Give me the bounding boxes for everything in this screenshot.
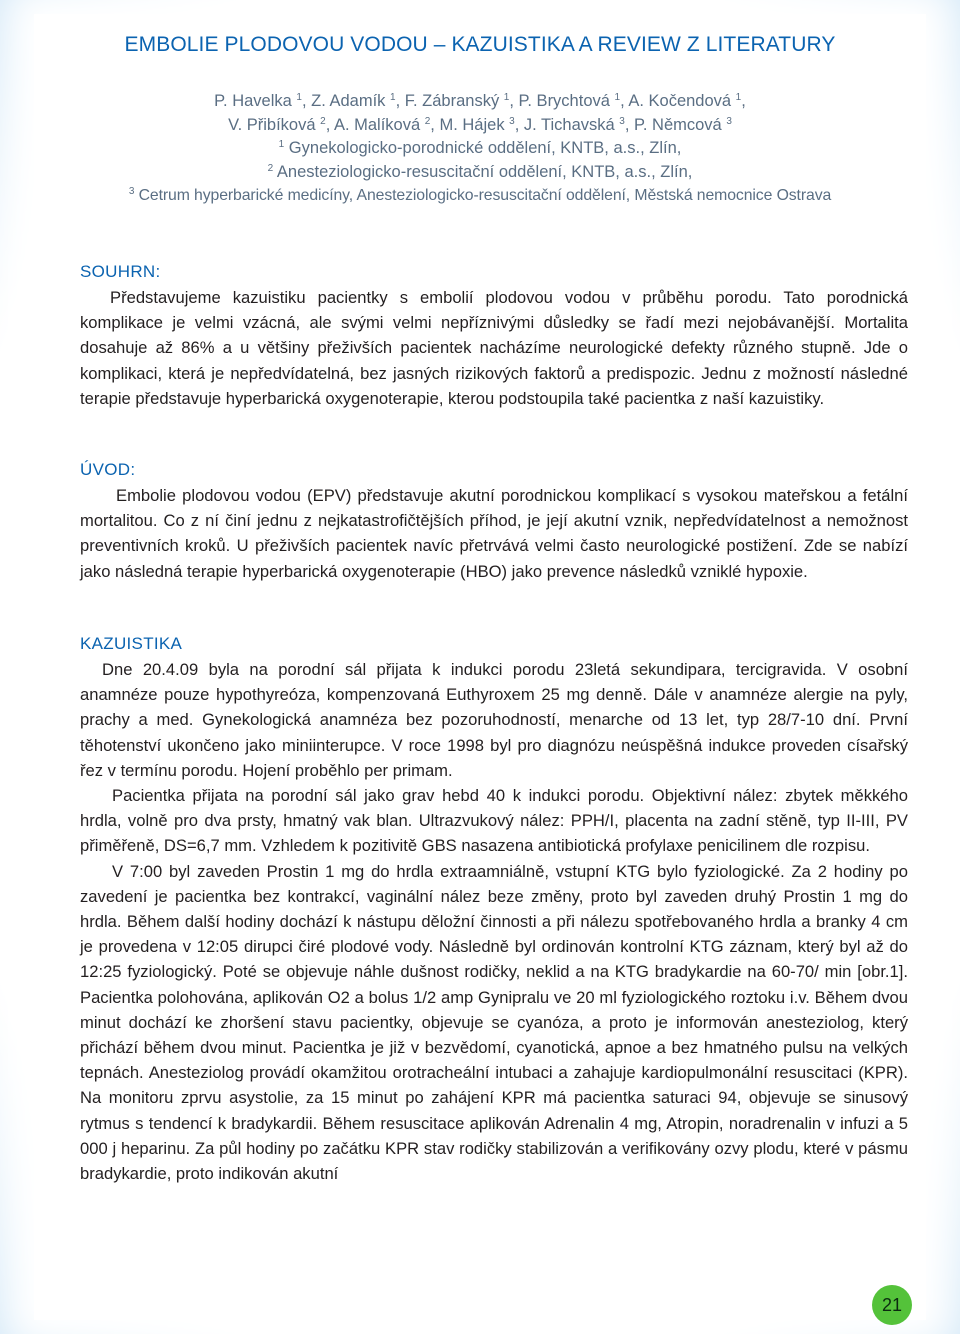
author-block bbox=[0, 90, 960, 208]
section-heading-kazuistika: KAZUISTIKA bbox=[80, 634, 183, 653]
author-name: V. Přibíková bbox=[228, 115, 321, 134]
author-affiliation-mark: 1 bbox=[296, 92, 302, 103]
affiliation-text: Cetrum hyperbarické medicíny, Anesteziologicko-resuscitační oddělení, Městská nemocnice Ostrava bbox=[134, 187, 832, 204]
author-affiliation-mark: 3 bbox=[619, 115, 625, 127]
author-affiliation-mark: 3 bbox=[726, 115, 732, 127]
author-name: , A. Malíková bbox=[325, 115, 425, 134]
affiliation-3 bbox=[0, 184, 960, 208]
section-heading-souhrn: SOUHRN: bbox=[80, 262, 161, 281]
author-affiliation-mark: 2 bbox=[424, 115, 431, 127]
author-affiliation-mark: 1 bbox=[503, 92, 510, 103]
author-name: , M. Hájek bbox=[430, 115, 510, 134]
author-line-2 bbox=[0, 114, 960, 138]
affiliation-2 bbox=[0, 161, 960, 185]
author-name: P. Havelka bbox=[214, 92, 297, 110]
affiliation-1 bbox=[0, 137, 960, 161]
author-name: , Z. Adamík bbox=[301, 92, 391, 110]
kazuistika-paragraph-3: V 7:00 byl zaveden Prostin 1 mg do hrdla extraamniálně, vstupní KTG bylo fyziologické. Za 2 hodiny po zavedení je pacientka bez kontrakcí, vaginální nález beze změny, proto byl zaveden druhý Prostin 1 mg do hrdla. Během další hodiny dochází k nástupu děložní činnosti a při nálezu spotřebovaného hrdla a branky 4 cm je provedena v 12:05 dirupci čiré plodové vody. Následně byl ordinován kontrolní KTG záznam, který byl až do 12:25 fyziologický. Poté se objevuje náhle dušnost rodičky, neklid a na KTG bradykardie na 60-70/ min [obr.1]. Pacientka polohována, aplikován O2 a bolus 1/2 amp Gynipralu ve 20 ml fyziologického roztoku i.v. Během dvou minut dochází ke zhoršení stavu pacientky, objevuje se cyanóza, a proto je informován anesteziolog, který přichází během dvou minut. Pacientka je již v bezvědomí, cyanotická, apnoe a bez hmatného pulsu na velkých tepnách. Anesteziolog provádí okamžitou orotracheální intubaci a zahajuje kardiopulmonální resuscitaci (KPR). Na monitoru zprvu asystolie, za 15 minut po zahájení KPR má pacientka saturaci 94, objevuje se sinusový rytmus s tendencí k bradykardii. Během resuscitace aplikován Adrenalin 4 mg, Atropin, noradrenalin v infuzi a 5 000 j heparinu. Za půl hodiny po začátku KPR stav rodičky stabilizován a verifikovány ozvy plodu, které v pásmu bradykardie, proto indikován akutní bbox=[80, 861, 908, 1184]
author-name: , A. Kočendová bbox=[620, 92, 736, 110]
author-affiliation-mark: 3 bbox=[509, 115, 515, 127]
author-affiliation-mark: 2 bbox=[320, 115, 326, 127]
affiliation-text: Anesteziologicko-resuscitační oddělení, KNTB, a.s., Zlín, bbox=[273, 162, 693, 181]
section-heading-uvod: ÚVOD: bbox=[80, 460, 136, 479]
affiliation-text: Gynekologicko-porodnické oddělení, KNTB, a.s., Zlín, bbox=[284, 139, 682, 157]
author-name: , F. Zábranský bbox=[395, 92, 504, 110]
affiliation-mark: 2 bbox=[267, 162, 274, 174]
affiliation-mark: 3 bbox=[128, 186, 135, 197]
affiliation-mark: 1 bbox=[278, 139, 285, 150]
author-separator: , bbox=[741, 92, 746, 110]
author-affiliation-mark: 1 bbox=[390, 92, 396, 103]
author-affiliation-mark: 1 bbox=[735, 92, 742, 103]
kazuistika-paragraph-1: Dne 20.4.09 byla na porodní sál přijata k indukci porodu 23letá sekundipara, tercigravida. V osobní anamnéze pouze hypothyreóza, kompenzovaná Euthyroxem 25 mg denně. Dále v anamnéze alergie na pyly, prachy a med. Gynekologická anamnéza bez pozoruhodností, menarche od 13 let, typ 28/7-10 dní. První těhotenství ukončeno jako miniinterupce. V roce 1998 byl pro diagnózu neúspěšná indukce proveden císařský řez v termínu porodu. Hojení proběhlo per primam. bbox=[80, 660, 908, 780]
uvod-body bbox=[80, 483, 908, 584]
article-title: EMBOLIE PLODOVOU VODOU – KAZUISTIKA A REVIEW Z LITERATURY bbox=[124, 33, 836, 56]
author-name: , P. Brychtová bbox=[509, 92, 615, 110]
uvod-paragraph: Embolie plodovou vodou (EPV) představuje akutní porodnickou komplikací s vysokou mateřskou a fetální mortalitou. Co z ní činí jednu z nejkatastrofičtějších příhod, je její akutní vznik, nepředvídatelnost a nemožnost preventivních kroků. U přeživších pacientek navíc přetrvává velmi často neurologické postižení. Zde se nabízí jako následná terapie hyperbarická oxygenoterapie (HBO) jako prevence následků vzniklé hypoxie. bbox=[80, 486, 908, 581]
souhrn-body bbox=[80, 285, 908, 411]
author-name: , J. Tichavská bbox=[514, 115, 620, 134]
author-affiliation-mark: 1 bbox=[614, 92, 621, 103]
author-name: , P. Němcová bbox=[624, 115, 727, 134]
kazuistika-body bbox=[80, 657, 908, 1186]
kazuistika-paragraph-2: Pacientka přijata na porodní sál jako grav hebd 40 k indukci porodu. Objektivní nález: zbytek měkkého hrdla, volně pro dva prsty, hmatný vak blan. Ultrazvukový nález: PPH/I, placenta na zadní stěně, typ II-III, PV přiměřeně, DS=6,7 mm. Vzhledem k pozitivitě GBS nasazena antibiotická profylaxe penicilinem dle rozpisu. bbox=[80, 786, 908, 856]
souhrn-paragraph: Představujeme kazuistiku pacientky s embolií plodovou vodou v průběhu porodu. Tato porodnická komplikace je velmi vzácná, ale svými velmi nepříznivými důsledky se řadí mezi nejobávanější. Mortalita dosahuje až 86% a u většiny přeživších pacientek nacházíme neurologické defekty různého stupně. Jde o komplikaci, která je nepředvídatelná, bez jasných rizikových faktorů a predispozic. Jednu z možností následné terapie představuje hyperbarická oxygenoterapie, kterou podstoupila také pacientka z naší kazuistiky. bbox=[80, 288, 908, 408]
page-number-badge: 21 bbox=[872, 1285, 912, 1325]
author-line-1 bbox=[0, 90, 960, 114]
